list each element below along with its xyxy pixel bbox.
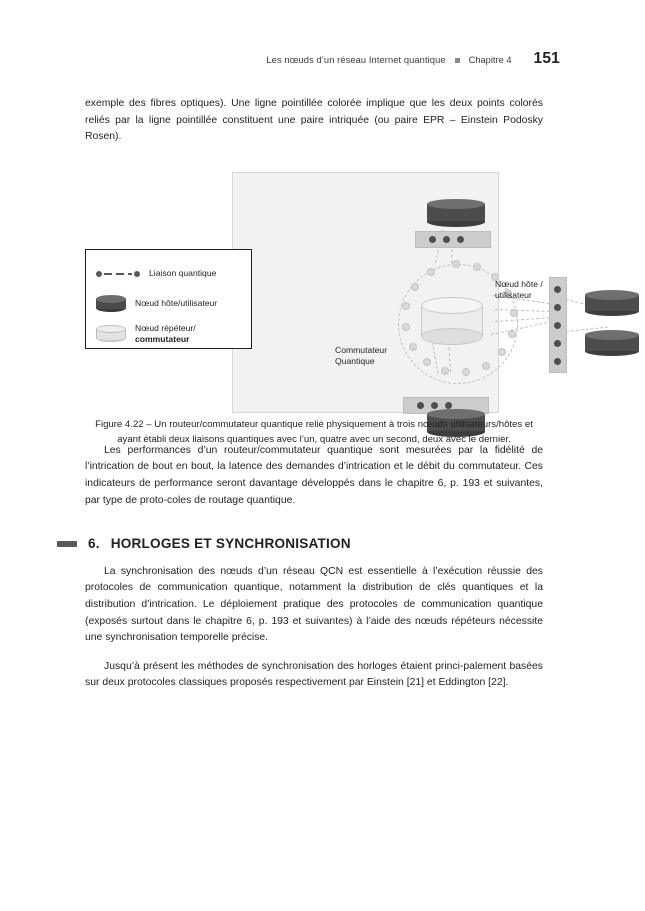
switch-bottom (421, 328, 483, 345)
label-switch-line1: Commutateur (335, 344, 388, 355)
port-dot (554, 304, 561, 311)
node-top (585, 290, 639, 300)
square-bullet-icon (455, 58, 460, 63)
running-head (85, 50, 560, 72)
section-number: 6. (88, 536, 100, 552)
node-top (585, 330, 639, 340)
running-head-chapter: Chapitre 4 (468, 55, 512, 65)
legend-label-host-node: Nœud hôte/utilisateur (135, 298, 218, 309)
page-number: 151 (533, 50, 560, 67)
ring-dot (441, 367, 449, 375)
figure-caption: Figure 4.22 – Un routeur/commutateur quantique relié physiquement à trois nœuds utilisateurs/hôtes et ayant établi deux liaisons quantiques avec l’un, quatre avec un second, deux avec le dernier. (95, 418, 533, 446)
ring-dot (498, 348, 506, 356)
legend-label-repeater-line1: Nœud répéteur/ (135, 322, 196, 333)
ring-dot (473, 263, 481, 271)
paragraph-3: La synchronisation des nœuds d’un réseau QCN est essentielle à l’exécution réussie des protocoles de communication quantique, notamment la distribution de clés quantiques et la distribution d’intrication. Le déploiement pratique des protocoles de communication quantique (exposés surtout dans le chapitre 6, p. 193 et suivantes) à l’aide des nœuds répéteurs nécessite une synchronisation temporelle précise. (85, 565, 543, 644)
figure-4-22 (85, 159, 543, 446)
text-column (85, 96, 543, 692)
paragraph-2: Les performances d’un routeur/commutateur quantique sont mesurées par la fidélité de l’intrication de bout en bout, la latence des demandes d’intrication et le débit du commutateur. Ces indicateurs de performance seront davantage développés dans le chapitre 6, p. 193 et suivantes, par type de proto-coles de routage quantique. (85, 444, 543, 506)
label-host-node (495, 279, 585, 302)
legend-label-repeater-node (135, 323, 196, 345)
legend-item-host-node (96, 289, 243, 319)
ring-dot (423, 358, 431, 366)
heading-marker-icon (57, 541, 77, 547)
legend-label-repeater-line2: commutateur (135, 333, 190, 344)
ring-dot (462, 368, 470, 376)
repeater-node-icon (96, 325, 126, 342)
ring-dot (411, 283, 419, 291)
ring-dot (427, 268, 435, 276)
port-dot (457, 236, 464, 243)
port-dot (554, 340, 561, 347)
port-dot (429, 236, 436, 243)
host-node-icon (96, 295, 126, 312)
port-bar-top (415, 231, 491, 248)
legend-item-repeater-node (96, 319, 243, 349)
host-node-right-upper (585, 290, 639, 316)
ring-dot (482, 362, 490, 370)
ring-dot (452, 260, 460, 268)
port-dot (417, 402, 424, 409)
label-host-line1: Nœud hôte / (495, 278, 543, 289)
label-host-line2: utilisateur (495, 290, 532, 301)
quantum-link-icon (96, 269, 140, 279)
port-dot (443, 236, 450, 243)
legend-label-quantum-link: Liaison quantique (149, 268, 217, 279)
port-dot (554, 322, 561, 329)
ring-dot (402, 323, 410, 331)
label-quantum-switch (335, 345, 411, 368)
host-node-top (427, 199, 485, 227)
quantum-switch-node (421, 297, 483, 345)
section-heading (57, 536, 543, 553)
paragraph-4: Jusqu’à présent les méthodes de synchronisation des horloges étaient princi-palement basées sur deux protocoles classiques proposés respectivement par Einstein [21] et Eddington [22]. (85, 660, 543, 689)
host-node-right-lower (585, 330, 639, 356)
paragraph-1: exemple des fibres optiques). Une ligne pointillée colorée implique que les deux points colorés reliés par la ligne pointillée constituent une paire intriquée (ou paire EPR – Einstein Podosky Rosen). (85, 98, 543, 143)
switch-top (421, 297, 483, 314)
figure-legend (85, 249, 252, 349)
port-dot (431, 402, 438, 409)
label-switch-line2: Quantique (335, 356, 375, 367)
port-dot (445, 402, 452, 409)
section-title: HORLOGES ET SYNCHRONISATION (110, 536, 351, 552)
port-dot (554, 358, 561, 365)
legend-item-quantum-link (96, 259, 243, 289)
ring-dot (402, 302, 410, 310)
running-head-title: Les nœuds d’un réseau Internet quantique (266, 55, 446, 65)
